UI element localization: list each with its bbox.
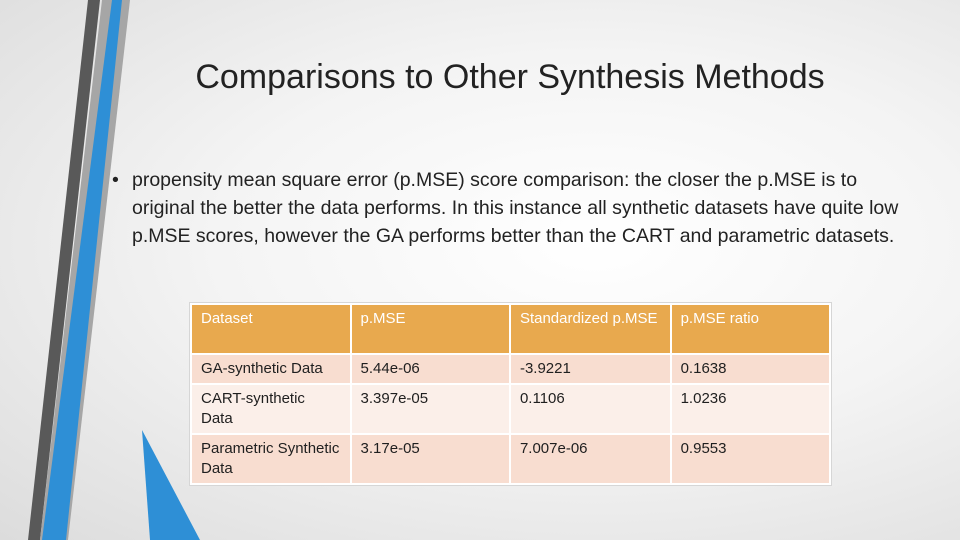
table-header-row (191, 304, 830, 354)
cell-pmse-ratio: 1.0236 (671, 384, 830, 434)
table-row (191, 384, 830, 434)
bullet-marker: • (112, 169, 119, 191)
header-pmse-ratio: p.MSE ratio (671, 304, 830, 354)
table-row (191, 354, 830, 384)
header-standardized-pmse: Standardized p.MSE (510, 304, 671, 354)
cell-standardized-pmse: 0.1106 (510, 384, 671, 434)
bullet-text: propensity mean square error (p.MSE) score comparison: the closer the p.MSE is to original the better the data performs. In this instance all synthetic datasets have quite low p.MSE scores, however the GA performs better than the CART and parametric datasets. (132, 169, 899, 247)
cell-dataset: Parametric Synthetic Data (191, 434, 351, 484)
cell-pmse: 3.17e-05 (351, 434, 510, 484)
cell-pmse-ratio: 0.9553 (671, 434, 830, 484)
header-dataset: Dataset (191, 304, 351, 354)
cell-dataset: GA-synthetic Data (191, 354, 351, 384)
cell-standardized-pmse: -3.9221 (510, 354, 671, 384)
cell-pmse: 3.397e-05 (351, 384, 510, 434)
cell-standardized-pmse: 7.007e-06 (510, 434, 671, 484)
header-pmse: p.MSE (351, 304, 510, 354)
table-row (191, 434, 830, 484)
cell-pmse-ratio: 0.1638 (671, 354, 830, 384)
slide-title: Comparisons to Other Synthesis Methods (195, 58, 825, 96)
cell-pmse: 5.44e-06 (351, 354, 510, 384)
cell-dataset: CART-synthetic Data (191, 384, 351, 434)
bullet-paragraph (112, 166, 912, 250)
pmse-comparison-table (190, 303, 831, 485)
